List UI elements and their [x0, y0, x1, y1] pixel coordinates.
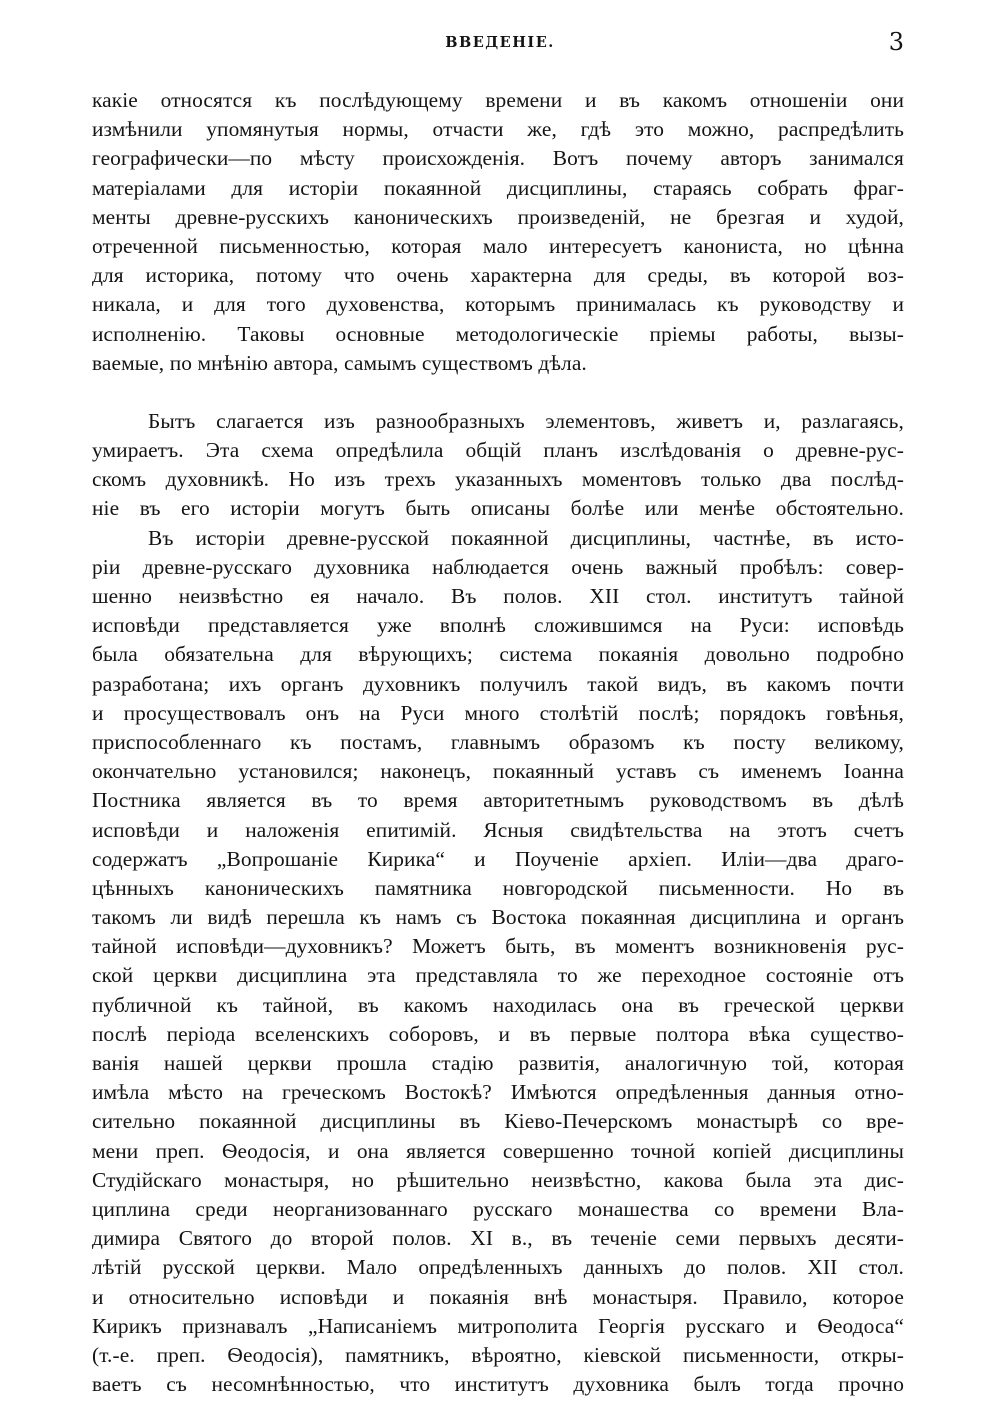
running-head: [0, 28, 1000, 58]
text-line: отреченной письменностью, которая мало интересуетъ канониста, но цѣнна: [92, 233, 904, 258]
text-line: ваетъ съ несомнѣнностью, что институтъ духовника былъ тогда прочно: [92, 1372, 904, 1397]
text-line: и относительно исповѣди и покаянія внѣ монастыря. Правило, которое: [92, 1284, 904, 1309]
text-line: скомъ духовникѣ. Но изъ трехъ указанныхъ моментовъ только два послѣд-: [92, 467, 904, 492]
text-line: Кирикъ признавалъ „Написаніемъ митрополита Георгія русскаго и Ѳеодоса“: [92, 1313, 904, 1338]
text-line: имѣла мѣсто на греческомъ Востокѣ? Имѣются опредѣленныя данныя отно-: [92, 1080, 904, 1105]
text-line: географически—по мѣсту происхожденія. Вотъ почему авторъ занимался: [92, 146, 904, 171]
text-line: для историка, потому что очень характерна для среды, въ которой воз-: [92, 263, 904, 288]
text-line: какіе относятся къ послѣдующему времени и въ какомъ отношеніи они: [92, 88, 904, 112]
text-line: мени преп. Ѳеодосія, и она является совершенно точной копіей дисциплины: [92, 1138, 904, 1163]
text-line: публичной къ тайной, въ какомъ находилась она въ греческой церкви: [92, 992, 904, 1017]
text-line: сительно покаянной дисциплины въ Кіево-Печерскомъ монастырѣ со вре-: [92, 1109, 904, 1134]
text-line: была обязательна для вѣрующихъ; система покаянія довольно подробно: [92, 642, 904, 667]
text-line: шенно неизвѣстно ея начало. Въ полов. XII стол. институтъ тайной: [92, 584, 904, 608]
paragraph-gap: [92, 378, 904, 407]
running-title: ВВЕДЕНІЕ.: [445, 34, 555, 51]
text-line: исповѣди представляется уже вполнѣ сложившимся на Руси: исповѣдь: [92, 613, 904, 638]
paragraph-continuation: [92, 86, 904, 378]
text-line: никала, и для того духовенства, которымъ принималась къ руководству и: [92, 292, 904, 317]
text-line: послѣ періода вселенскихъ соборовъ, и въ первые полтора вѣка существо-: [92, 1021, 904, 1046]
text-line: исполненію. Таковы основные методологическіе пріемы работы, вызы-: [92, 321, 904, 346]
text-line: измѣнили упомянутыя нормы, отчасти же, гдѣ это можно, распредѣлить: [92, 117, 904, 142]
page-number: 3: [888, 28, 904, 56]
text-line: (т.-е. преп. Ѳеодосія), памятникъ, вѣроятно, кіевской письменности, откры-: [92, 1342, 904, 1367]
text-line: ской церкви дисциплина эта представляла то же переходное состояніе отъ: [92, 963, 904, 988]
text-line: Бытъ слагается изъ разнообразныхъ элементовъ, живетъ и, разлагаясь,: [148, 408, 904, 433]
text-line: Въ исторіи древне-русской покаянной дисциплины, частнѣе, въ исто-: [148, 525, 904, 550]
paragraph-byt: [92, 407, 904, 524]
text-line: цѣнныхъ каноническихъ памятника новгородской письменности. Но въ: [92, 875, 904, 900]
text-line: лѣтій русской церкви. Мало опредѣленныхъ данныхъ до полов. XII стол.: [92, 1255, 904, 1280]
text-line: димира Святого до второй полов. XI в., въ теченіе семи первыхъ десяти-: [92, 1226, 904, 1251]
text-line: циплина среди неорганизованнаго русскаго монашества со времени Вла-: [92, 1196, 904, 1221]
text-line: и просуществовалъ онъ на Руси много столѣтій послѣ; порядокъ говѣнья,: [92, 700, 904, 725]
text-line: такомъ ли видѣ перешла къ намъ съ Востока покаянная дисциплина и органъ: [92, 905, 904, 930]
text-line: разработана; ихъ органъ духовникъ получилъ такой видъ, въ какомъ почти: [92, 671, 904, 696]
text-line: содержатъ „Вопрошаніе Кирика“ и Поученіе архіеп. Иліи—два драго-: [92, 846, 904, 871]
text-line: ваемые, по мнѣнію автора, самымъ существомъ дѣла.: [92, 350, 587, 375]
paragraph-history: [92, 524, 904, 1400]
text-line: тайной исповѣди—духовникъ? Можетъ быть, въ моментъ возникновенія рус-: [92, 934, 904, 959]
text-line: Постника является въ то время авторитетнымъ руководствомъ въ дѣлѣ: [92, 788, 904, 813]
text-line: матеріалами для исторіи покаянной дисциплины, стараясь собрать фраг-: [92, 175, 904, 200]
text-line: умираетъ. Эта схема опредѣлила общій планъ изслѣдованія о древне-рус-: [92, 438, 904, 463]
text-line: ванія нашей церкви прошла стадію развитія, аналогичную той, которая: [92, 1051, 904, 1075]
text-line: исповѣди и наложенія епитимій. Ясныя свидѣтельства на этотъ счетъ: [92, 817, 904, 842]
text-line: ріи древне-русскаго духовника наблюдается очень важный пробѣлъ: совер-: [92, 554, 904, 579]
text-line: ніе въ его исторіи могутъ быть описаны болѣе или менѣе обстоятельно.: [92, 496, 904, 521]
text-line: Студійскаго монастыря, но рѣшительно неизвѣстно, какова была эта дис-: [92, 1167, 904, 1192]
text-line: окончательно установился; наконецъ, покаянный уставъ съ именемъ Іоанна: [92, 759, 904, 784]
text-line: менты древне-русскихъ каноническихъ произведеній, не брезгая и худой,: [92, 204, 904, 229]
body-text: [92, 86, 904, 1399]
text-line: приспособленнаго къ постамъ, главнымъ образомъ къ посту великому,: [92, 729, 904, 754]
